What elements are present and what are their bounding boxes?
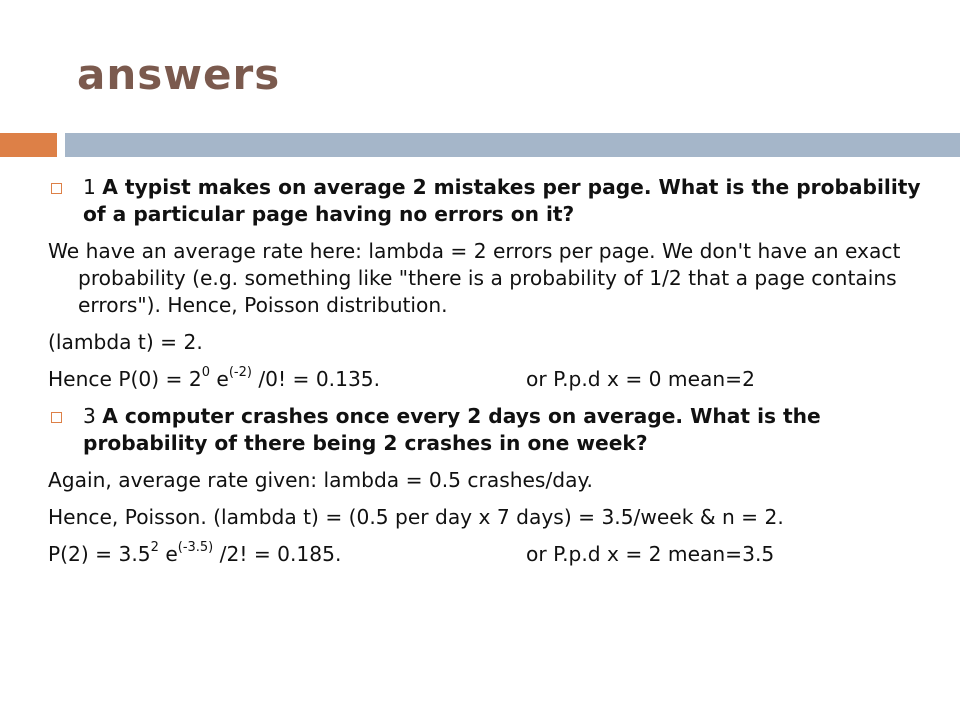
- question-1: [48, 174, 928, 228]
- exponent: (-3.5): [177, 540, 214, 556]
- formula: [48, 365, 556, 393]
- question-text: A typist makes on average 2 mistakes per page. What is the probability of a particular page having no errors on it?: [83, 175, 921, 226]
- alt-notation: or P.p.d x = 0 mean=2: [526, 367, 755, 391]
- formula-text: /0! = 0.135.: [251, 367, 381, 391]
- question-number: 1: [83, 175, 96, 199]
- question-text: A computer crashes once every 2 days on average. What is the probability of there being 2 crashes in one week?: [83, 404, 821, 455]
- alt-notation: or P.p.d x = 2 mean=3.5: [526, 542, 775, 566]
- formula-text: e: [158, 542, 178, 566]
- formula-text: Hence P(0) = 2: [48, 367, 202, 391]
- answer-1-lambda: (lambda t) = 2.: [48, 330, 203, 354]
- accent-bar-blue: [65, 133, 960, 157]
- formula-text: e: [209, 367, 229, 391]
- answer-1-explanation: We have an average rate here: lambda = 2 errors per page. We don't have an exact probability (e.g. something like "there is a probability of 1/2 that a page contains errors"). Hence, Poisson distribution.: [48, 239, 901, 317]
- exponent: 0: [201, 365, 210, 381]
- question-3: [48, 403, 928, 457]
- exponent: 2: [150, 540, 159, 556]
- slide-title: answers: [77, 50, 281, 99]
- square-bullet-icon: [51, 183, 62, 194]
- question-number: 3: [83, 404, 96, 428]
- formula: [48, 540, 556, 568]
- accent-bar-orange: [0, 133, 57, 157]
- answer-1-calculation: [48, 366, 928, 393]
- square-bullet-icon: [51, 412, 62, 423]
- formula-text: P(2) = 3.5: [48, 542, 151, 566]
- answer-3-poisson: Hence, Poisson. (lambda t) = (0.5 per day x 7 days) = 3.5/week & n = 2.: [48, 505, 784, 529]
- slide-body: [48, 168, 928, 578]
- answer-3-calculation: [48, 541, 928, 568]
- formula-text: /2! = 0.185.: [213, 542, 342, 566]
- answer-3-rate: Again, average rate given: lambda = 0.5 crashes/day.: [48, 468, 593, 492]
- exponent: (-2): [228, 365, 252, 381]
